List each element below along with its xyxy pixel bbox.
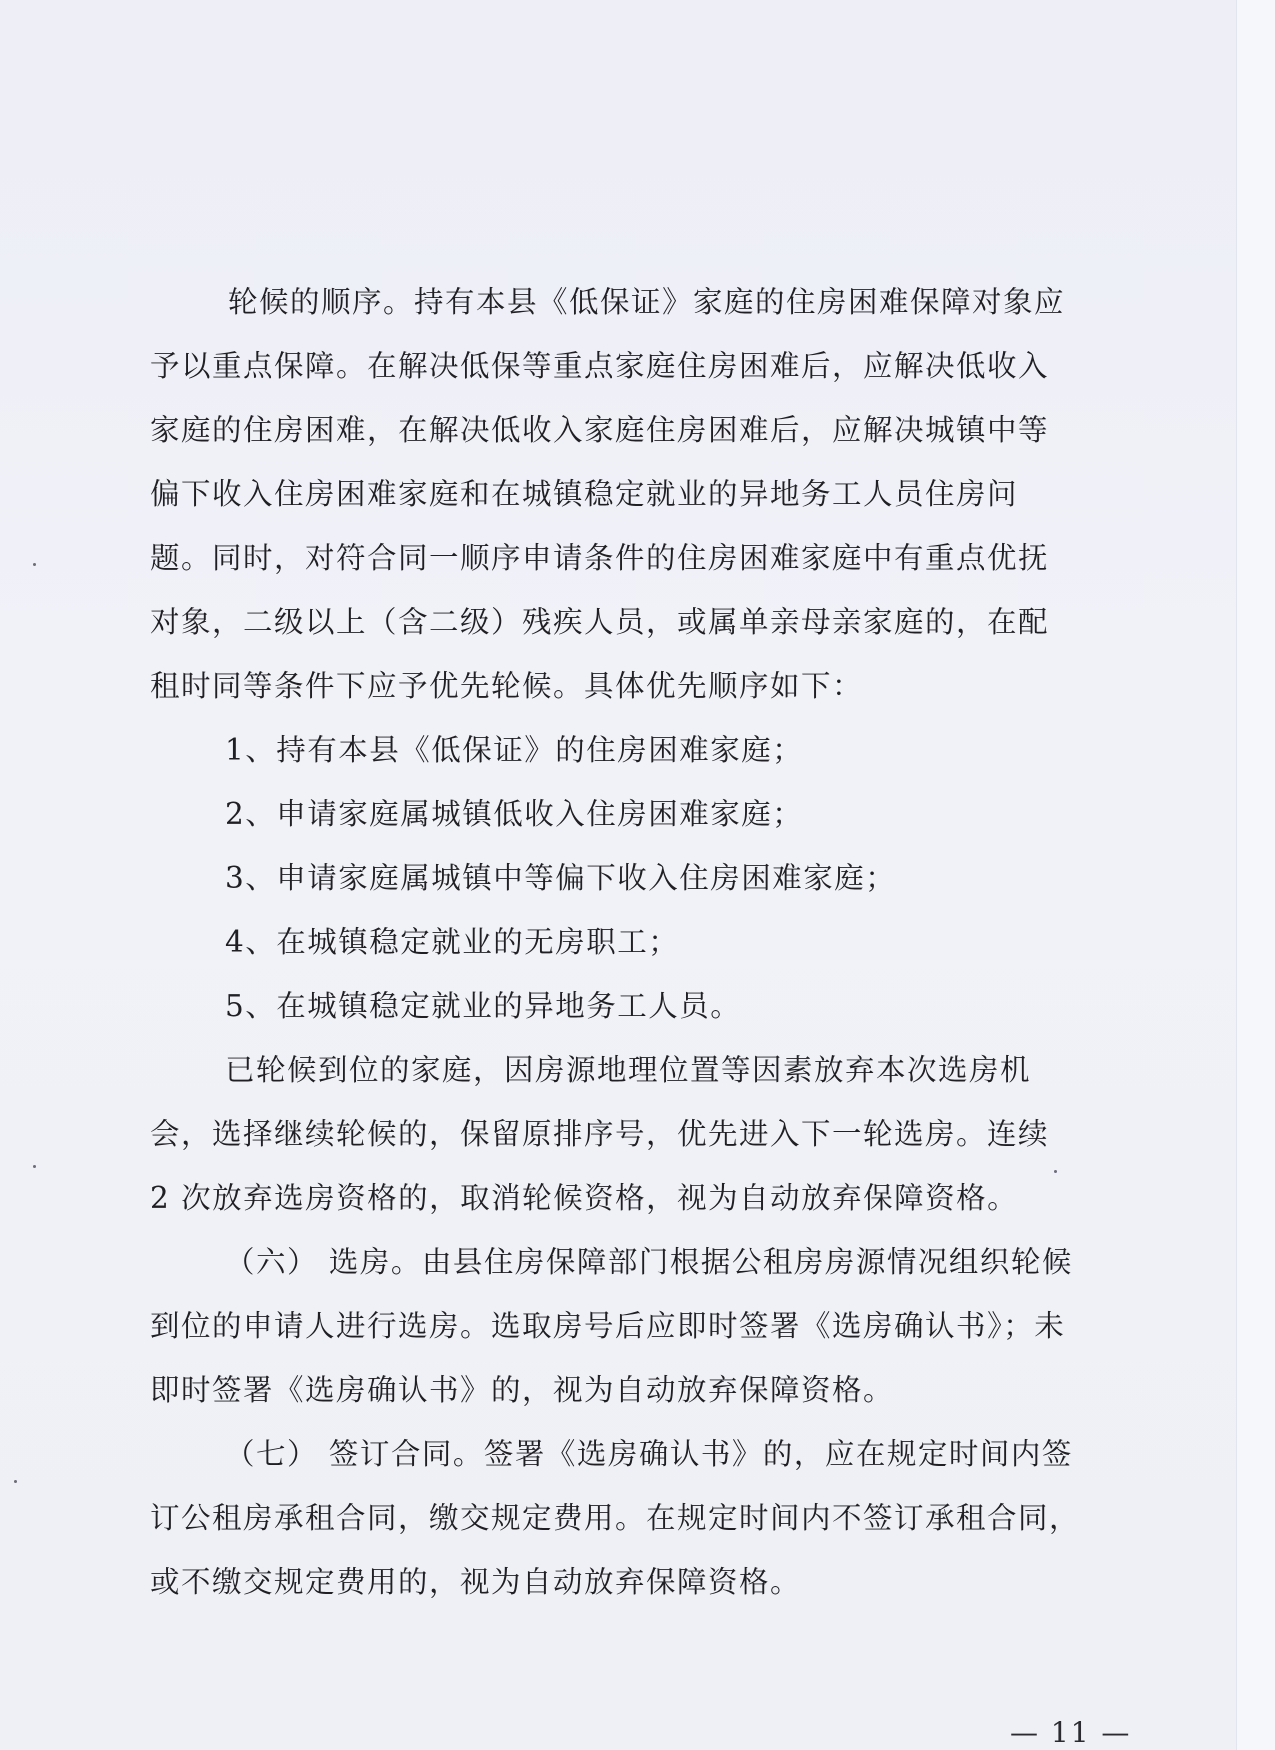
paragraph-line: 即时签署《选房确认书》的，视为自动放弃保障资格。	[150, 1373, 895, 1407]
paragraph-line: 2 次放弃选房资格的，取消轮候资格，视为自动放弃保障资格。	[150, 1181, 1019, 1215]
scan-speck	[33, 563, 36, 566]
priority-item: 4、在城镇稳定就业的无房职工；	[225, 925, 680, 959]
priority-item: 1、持有本县《低保证》的住房困难家庭；	[225, 733, 804, 767]
paragraph-line: 对象，二级以上（含二级）残疾人员，或属单亲母亲家庭的，在配	[150, 605, 1050, 639]
page-number: — 11 —	[1010, 1716, 1132, 1749]
paragraph-line: 会，选择继续轮候的，保留原排序号，优先进入下一轮选房。连续	[150, 1117, 1050, 1151]
page-edge	[1236, 0, 1275, 1750]
document-body	[150, 270, 1110, 1614]
paragraph-line: 轮候的顺序。持有本县《低保证》家庭的住房困难保障对象应	[228, 285, 1066, 319]
section-heading-line: （六） 选房。由县住房保障部门根据公租房房源情况组织轮候	[225, 1245, 1073, 1279]
priority-item: 2、申请家庭属城镇低收入住房困难家庭；	[225, 797, 804, 831]
scan-speck	[14, 1480, 17, 1483]
section-heading-line: （七） 签订合同。签署《选房确认书》的，应在规定时间内签	[225, 1437, 1073, 1471]
paragraph-line: 偏下收入住房困难家庭和在城镇稳定就业的异地务工人员住房问	[150, 477, 1019, 511]
paragraph-line: 已轮候到位的家庭，因房源地理位置等因素放弃本次选房机	[225, 1053, 1032, 1087]
paragraph-line: 或不缴交规定费用的，视为自动放弃保障资格。	[150, 1565, 802, 1599]
paragraph-line: 订公租房承租合同，缴交规定费用。在规定时间内不签订承租合同，	[150, 1501, 1081, 1535]
paragraph-line: 予以重点保障。在解决低保等重点家庭住房困难后，应解决低收入	[150, 349, 1050, 383]
paragraph-line: 到位的申请人进行选房。选取房号后应即时签署《选房确认书》；未	[150, 1309, 1066, 1343]
scan-speck	[33, 1165, 36, 1168]
priority-item: 5、在城镇稳定就业的异地务工人员。	[225, 989, 742, 1023]
paragraph-line: 租时同等条件下应予优先轮候。具体优先顺序如下：	[150, 669, 864, 703]
priority-item: 3、申请家庭属城镇中等偏下收入住房困难家庭；	[225, 861, 897, 895]
paragraph-line: 题。同时，对符合同一顺序申请条件的住房困难家庭中有重点优抚	[150, 541, 1050, 575]
paragraph-line: 家庭的住房困难，在解决低收入家庭住房困难后，应解决城镇中等	[150, 413, 1050, 447]
